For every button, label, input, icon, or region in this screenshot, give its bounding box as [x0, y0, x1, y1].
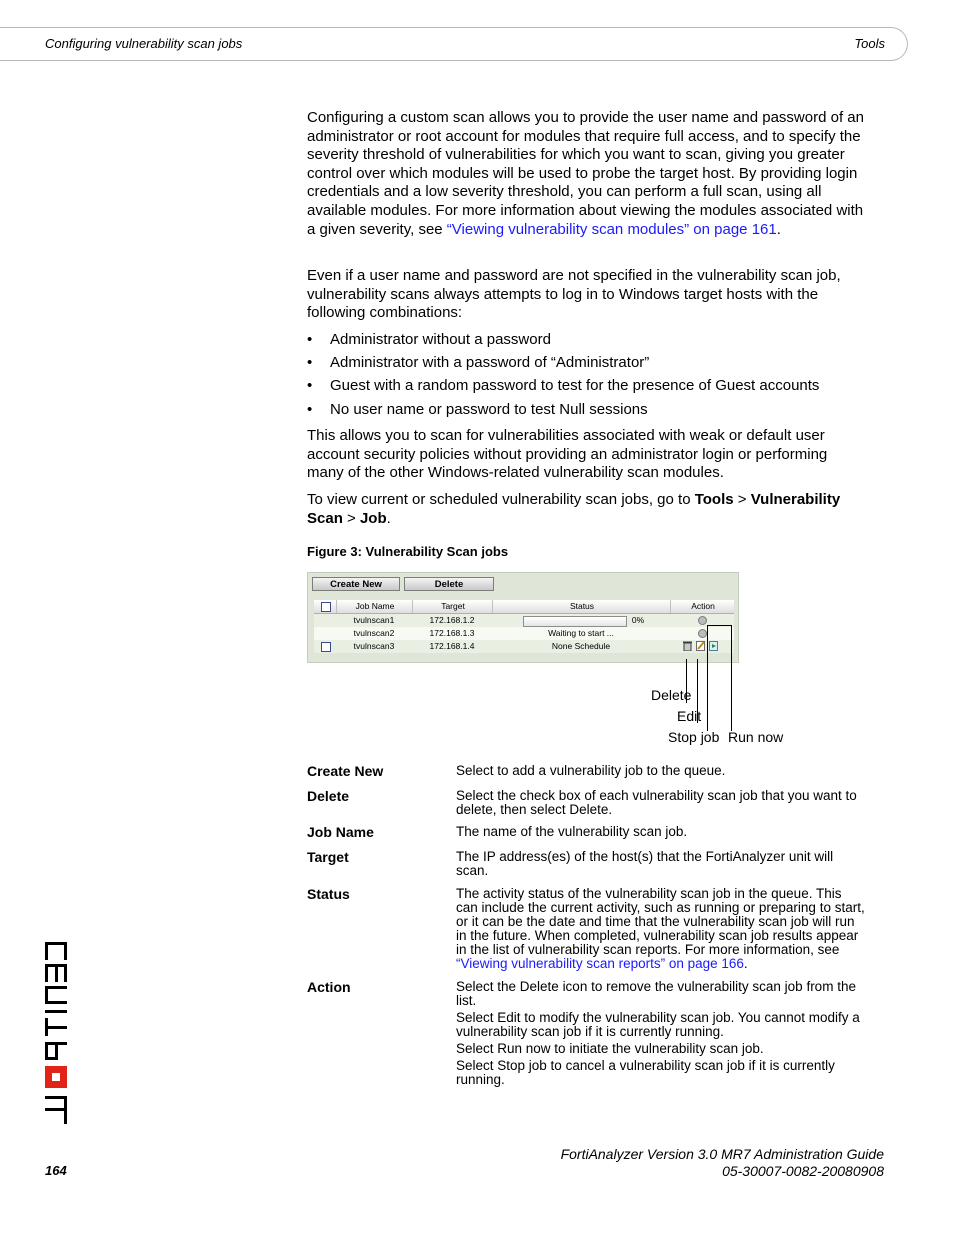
paragraph-end: . [386, 509, 391, 527]
run-now-icon[interactable] [709, 641, 718, 651]
row-checkbox[interactable] [321, 642, 331, 652]
figure-caption: Figure 3: Vulnerability Scan jobs [307, 544, 509, 559]
bullet-marker: • [307, 377, 313, 394]
target-cell: 172.168.1.4 [429, 641, 475, 651]
definition-term: Target [307, 849, 349, 865]
paragraph-login-combinations [307, 267, 867, 323]
menu-path-job: Job [359, 509, 387, 527]
list-item-text: Administrator without a password [330, 331, 551, 348]
definition-term: Action [307, 979, 351, 995]
callout-delete: Delete [651, 687, 692, 703]
menu-path-separator: > [342, 509, 360, 527]
job-name-cell: tvulnscan1 [353, 615, 395, 625]
definition-description: Select Stop job to cancel a vulnerability scan job if it is currently running. [456, 1058, 835, 1087]
table-header-row [314, 600, 734, 614]
column-header-action[interactable]: Action [670, 600, 735, 613]
menu-path-tools: Tools [694, 491, 734, 508]
table-row [314, 640, 734, 653]
header-chapter-title: Tools [854, 36, 885, 51]
paragraph-text: This allows you to scan for vulnerabilities associated with weak or default user account security policies without providing an administrator login or performing many of the other Windows-related vulnerability scan modules. [307, 427, 828, 482]
definition-term: Status [307, 886, 350, 902]
create-new-button[interactable]: Create New [312, 577, 400, 591]
paragraph-navigation [307, 491, 867, 528]
callout-edit: Edit [677, 708, 702, 724]
definition-term: Delete [307, 788, 350, 804]
definition-description: Select to add a vulnerability job to the queue. [456, 763, 726, 778]
paragraph-custom-scan [307, 109, 867, 239]
target-cell: 172.168.1.2 [429, 615, 475, 625]
definition-term: Job Name [307, 824, 374, 840]
target-cell: 172.168.1.3 [429, 628, 475, 638]
definition-description: Select the check box of each vulnerability scan job that you want to delete, then select Delete. [456, 788, 857, 817]
job-name-cell: tvulnscan2 [353, 628, 395, 638]
header-section-title: Configuring vulnerability scan jobs [45, 36, 243, 51]
bullet-marker: • [307, 331, 313, 348]
definition-end: . [743, 956, 748, 971]
menu-path-vulnerability-scan: Vulnerability Scan [307, 491, 841, 527]
link-viewing-scan-modules[interactable]: “Viewing vulnerability scan modules” on page 161 [446, 220, 777, 238]
status-cell: 0% [631, 615, 645, 625]
table-row [314, 614, 734, 627]
job-name-cell: tvulnscan3 [353, 641, 395, 651]
definition-description: The IP address(es) of the host(s) that the FortiAnalyzer unit will scan. [456, 849, 834, 878]
list-item-text: No user name or password to test Null sessions [330, 401, 648, 418]
page-number: 164 [45, 1163, 67, 1178]
vulnerability-scan-jobs-screenshot [307, 572, 739, 663]
callout-stop-job: Stop job [668, 729, 720, 745]
list-item-text: Administrator with a password of “Administrator” [330, 354, 650, 371]
definition-description [456, 887, 866, 971]
delete-icon[interactable] [683, 641, 692, 651]
fortinet-logo [35, 938, 69, 1128]
column-header-target[interactable]: Target [412, 600, 493, 613]
definition-text: The activity status of the vulnerability scan job in the queue. This can include the current activity, such as running or preparing to start, or it can be the date and time that the vulnerability scan job will run in the future. When completed, vulnerability scan job results appear in the list of vulnerability scan reports. For more information, see [456, 886, 865, 957]
paragraph-weak-policies [307, 427, 867, 483]
menu-path-separator: > [733, 491, 751, 508]
definition-description: The name of the vulnerability scan job. [456, 824, 688, 839]
callout-line-run-now-top [707, 625, 731, 626]
list-item-text: Guest with a random password to test for the presence of Guest accounts [330, 377, 820, 394]
edit-icon[interactable] [696, 641, 705, 651]
delete-button[interactable]: Delete [404, 577, 494, 591]
paragraph-text: Even if a user name and password are not specified in the vulnerability scan job, vulnerability scans always attempts to log in to Windows target hosts with the following combinations: [307, 267, 841, 322]
select-all-checkbox[interactable] [321, 602, 331, 612]
bullet-marker: • [307, 354, 313, 371]
column-header-status[interactable]: Status [492, 600, 671, 613]
stop-job-icon[interactable] [698, 629, 707, 638]
paragraph-text: To view current or scheduled vulnerability scan jobs, go to [307, 491, 695, 508]
callout-line-run-now [731, 625, 732, 731]
paragraph-text: Configuring a custom scan allows you to provide the user name and password of an administrator or root account for modules that require full access, and to specify the severity threshold of vulnerabilities for which you want to scan, giving you greater control over which modules will be used to probe the target host. By providing login credentials and a low severity threshold, you can perform a full scan, using all available modules. For more information about viewing the modules associated with a given severity, see [307, 109, 864, 238]
status-cell: Waiting to start ... [548, 628, 614, 638]
link-viewing-scan-reports[interactable]: “Viewing vulnerability scan reports” on page 166 [456, 956, 744, 971]
table-row [314, 627, 734, 640]
paragraph-end: . [776, 220, 781, 238]
definition-description: Select Edit to modify the vulnerability scan job. You cannot modify a vulnerability scan job if it is currently running. [456, 1010, 860, 1039]
footer-document-info [561, 1146, 884, 1180]
callout-line-stop-job [707, 625, 708, 731]
guide-title: FortiAnalyzer Version 3.0 MR7 Administration Guide [560, 1146, 884, 1162]
definition-description: Select the Delete icon to remove the vulnerability scan job from the list. [456, 979, 856, 1008]
progress-bar [523, 616, 627, 627]
column-header-job-name[interactable]: Job Name [336, 600, 413, 613]
document-number: 05-30007-0082-20080908 [722, 1163, 884, 1179]
definition-term: Create New [307, 763, 384, 779]
bullet-marker: • [307, 401, 313, 418]
status-cell: None Schedule [551, 641, 611, 651]
definition-description: Select Run now to initiate the vulnerability scan job. [456, 1041, 764, 1056]
callout-run-now: Run now [728, 729, 784, 745]
stop-job-icon[interactable] [698, 616, 707, 625]
